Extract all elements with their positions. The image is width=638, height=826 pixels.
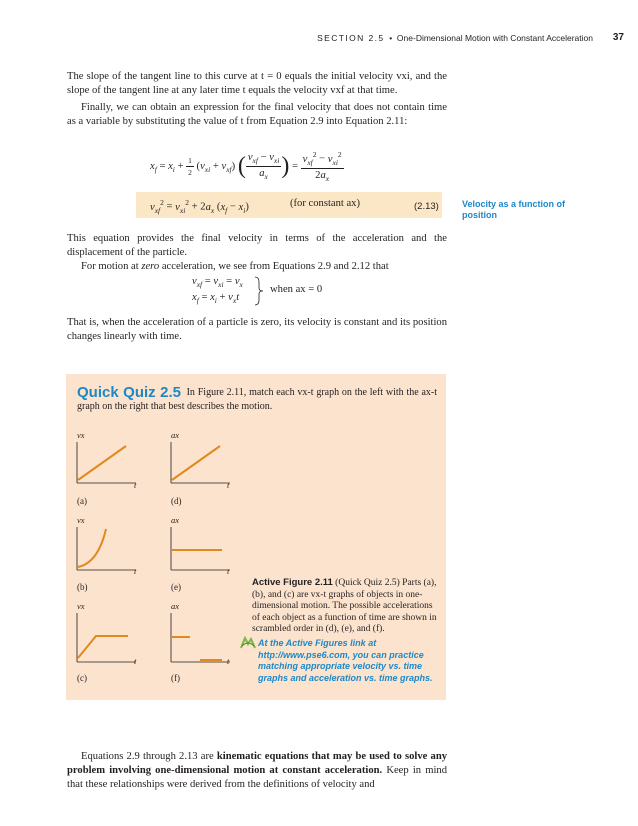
graph-a-caption: (a) bbox=[77, 496, 87, 506]
running-header bbox=[0, 33, 638, 47]
paragraph-1 bbox=[67, 70, 447, 98]
graph-e-t-label: t bbox=[227, 566, 230, 576]
graph-b-axis-label: vx bbox=[77, 515, 85, 525]
quiz-question: In Figure 2.11, match each vx-t graph on the left with the ax-t graph on the right that best describes the motion. bbox=[77, 387, 438, 412]
zero-accel-eq-1: $v_{xf} = v_{xi} = v_x$ bbox=[192, 276, 243, 290]
graph-d bbox=[170, 442, 230, 484]
graph-e-caption: (e) bbox=[171, 582, 181, 592]
figure-caption-title: Active Figure 2.11 bbox=[252, 577, 333, 588]
paragraph-6 bbox=[67, 750, 447, 792]
graph-c-caption: (c) bbox=[77, 673, 87, 683]
page-number: 37 bbox=[612, 32, 624, 43]
figure-caption bbox=[252, 577, 442, 636]
paragraph-5 bbox=[67, 316, 447, 344]
graph-a bbox=[76, 442, 136, 484]
graph-c bbox=[76, 613, 136, 663]
brace-icon bbox=[254, 276, 264, 306]
paragraph-5-text: That is, when the acceleration of a particle is zero, its velocity is constant and its position changes linearly with time. bbox=[67, 317, 447, 342]
graph-a-t-label: t bbox=[134, 480, 137, 490]
graph-d-axis-label: ax bbox=[171, 430, 180, 440]
graph-e bbox=[170, 527, 230, 571]
margin-note: Velocity as a function of position bbox=[462, 199, 566, 220]
graph-d-t-label: t bbox=[227, 480, 230, 490]
paragraph-3 bbox=[67, 232, 447, 274]
graph-b-caption: (b) bbox=[77, 582, 88, 592]
paragraph-3-text: This equation provides the final velocity in terms of the acceleration and the displacement of the particle. bbox=[67, 233, 447, 258]
equation-condition: (for constant ax) bbox=[290, 198, 361, 209]
graph-c-t-label: t bbox=[134, 656, 137, 666]
graph-e-axis-label: ax bbox=[171, 515, 180, 525]
quiz-text bbox=[77, 386, 437, 414]
graph-f-caption: (f) bbox=[171, 673, 180, 683]
paragraph-1-text: The slope of the tangent line to this curve at t = 0 equals the initial velocity vxi, and the slope of the tangent line at any later time t equals the velocity vxf at that time. bbox=[67, 71, 447, 96]
quiz-title: Quick Quiz 2.5 bbox=[77, 384, 181, 401]
section-title: SECTION 2.5 • One-Dimensional Motion with Constant Acceleration bbox=[317, 33, 593, 43]
zero-accel-eq-2: $x_f = x_i + v_xt$ bbox=[192, 292, 240, 306]
paragraph-2-text: Finally, we can obtain an expression for the final velocity that does not contain time as a variable by substituting the value of t from Equation 2.9 into Equation 2.11: bbox=[67, 102, 447, 127]
graph-f-axis-label: ax bbox=[171, 601, 180, 611]
figure-caption-text: (Quick Quiz 2.5) Parts (a), (b), and (c) are vx-t graphs of objects in one-dimensional motion. The possible accelerations of each object as a function of time are shown in scrambled order in (d), (e), and (f). bbox=[252, 578, 437, 634]
graph-c-axis-label: vx bbox=[77, 601, 85, 611]
paragraph-2 bbox=[67, 101, 447, 129]
paragraph-6-text: Equations 2.9 through 2.13 are kinematic equations that may be used to solve any problem involving one-dimensional motion at constant acceleration. Keep in mind that these relationships were derived from the definitions of velocity and bbox=[67, 751, 448, 790]
equation-number: (2.13) bbox=[414, 201, 439, 212]
graph-f-t-label: t bbox=[227, 656, 230, 666]
graph-d-caption: (d) bbox=[171, 496, 182, 506]
active-figure-icon bbox=[239, 636, 257, 650]
paragraph-4-text: For motion at zero acceleration, we see from Equations 2.9 and 2.12 that bbox=[81, 261, 389, 272]
active-figures-link[interactable]: At the Active Figures link at http://www.pse6.com, you can practice matching appropriate velocity vs. time graphs and acceleration vs. time graphs. bbox=[258, 638, 433, 683]
graph-b-t-label: t bbox=[134, 566, 137, 576]
graph-f bbox=[170, 613, 230, 663]
substitution-equation: $x_f = x_i$ + $\frac{1}{2}$ $(v_{xi} + v_{xf})$ ( $\frac{v_{xf} - v_{xi}}{a_x}$ ) = $\frac{v_{xf}^2 - v_{xi}^2}{2a_x}$ bbox=[150, 150, 342, 183]
zero-accel-condition: when ax = 0 bbox=[270, 284, 323, 295]
equation-2-13: $v_{xf}^2 = v_{xi}^2 + 2a_x$ $(x_f - x_i)$ bbox=[150, 198, 249, 215]
graph-a-axis-label: vx bbox=[77, 430, 85, 440]
graph-b bbox=[76, 527, 136, 571]
